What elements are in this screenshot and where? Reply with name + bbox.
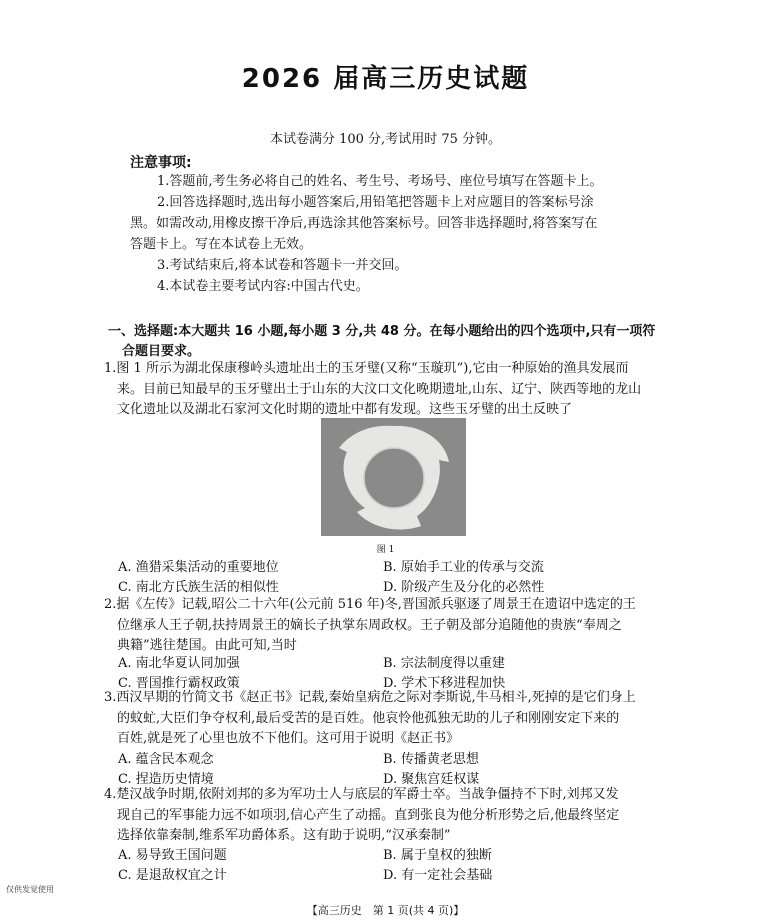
question-2-line-3: 典籍”逃往楚国。由此可知,当时: [117, 638, 297, 653]
question-3: [104, 688, 636, 750]
exam-subtitle: 本试卷满分 100 分,考试用时 75 分钟。: [269, 132, 502, 147]
q2-option-a: A. 南北华夏认同加强: [118, 656, 240, 671]
notice-line-5: 3.考试结束后,将本试卷和答题卡一并交回。: [157, 258, 408, 273]
q4-option-d: D. 有一定社会基础: [383, 868, 493, 883]
q2-option-c: C. 晋国推行霸权政策: [118, 676, 240, 691]
notice-line-4: 答题卡上。写在本试卷上无效。: [130, 237, 313, 252]
q3-option-d: D. 聚焦宫廷权谋: [383, 772, 480, 787]
q4-option-c: C. 是退敌权宜之计: [118, 868, 227, 883]
q1-option-a: A. 渔猎采集活动的重要地位: [118, 560, 279, 575]
question-2-line-2: 位继承人王子朝,扶持周景王的嫡长子执掌东周政权。王子朝及部分追随他的贵族“奉周之: [117, 617, 622, 633]
side-note: 仅供发觉使用: [6, 885, 54, 894]
jade-disc-icon: [321, 418, 466, 536]
question-1-line-3: 文化遗址以及湖北石家河文化时期的遗址中都有发现。这些玉牙璧的出土反映了: [117, 402, 573, 417]
q2-option-b: B. 宗法制度得以重建: [383, 656, 505, 671]
notice-line-2: 2.回答选择题时,选出每小题答案后,用铅笔把答题卡上对应题目的答案标号涂: [157, 195, 594, 210]
q1-option-b: B. 原始手工业的传承与交流: [383, 560, 544, 575]
question-3-line-1: 3.西汉早期的竹简文书《赵正书》记载,秦始皇病危之际对李斯说,牛马相斗,死掉的是它们身上: [104, 690, 636, 705]
q2-option-d: D. 学术下移进程加快: [383, 676, 506, 691]
question-1-line-2: 来。目前已知最早的玉牙璧出土于山东的大汶口文化晚期遗址,山东、辽宁、陕西等地的龙山: [117, 381, 642, 397]
question-2: [104, 595, 636, 657]
notice-heading: 注意事项:: [130, 155, 192, 171]
question-1-line-1: 1.图 1 所示为湖北保康穆岭头遗址出土的玉牙璧(又称“玉璇玑”),它由一种原始的渔具发展而: [104, 361, 629, 376]
question-4: [104, 785, 619, 847]
q3-option-b: B. 传播黄老思想: [383, 752, 479, 767]
section-line-1: 一、选择题:本大题共 16 小题,每小题 3 分,共 48 分。在每小题给出的四个选项中,只有一项符: [108, 324, 656, 339]
page-footer: 【高三历史 第 1 页(共 4 页)】: [306, 904, 465, 917]
exam-title: 2026 届高三历史试题: [241, 64, 530, 94]
notice-line-3: 黑。如需改动,用橡皮擦干净后,再选涂其他答案标号。回答非选择题时,将答案写在: [130, 216, 598, 231]
figure-caption: 图 1: [376, 545, 395, 555]
q3-option-a: A. 蕴含民本观念: [118, 752, 214, 767]
q3-option-c: C. 捏造历史情境: [118, 772, 214, 787]
question-3-line-2: 的蚊虻,大臣们争夺权利,最后受苦的是百姓。他哀怜他孤独无助的儿子和刚刚安定下来的: [117, 710, 620, 726]
figure-1-jade-image: [321, 418, 466, 536]
q4-option-b: B. 属于皇权的独断: [383, 848, 492, 863]
section-heading: [108, 322, 668, 362]
notice-line-1: 1.答题前,考生务必将自己的姓名、考生号、考场号、座位号填写在答题卡上。: [157, 174, 603, 189]
notice-line-6: 4.本试卷主要考试内容:中国古代史。: [157, 279, 369, 294]
question-4-line-2: 现自己的军事能力远不如项羽,信心产生了动摇。直到张良为他分析形势之后,他最终坚定: [117, 807, 620, 823]
section-line-2: 合题目要求。: [122, 344, 201, 359]
question-2-line-1: 2.据《左传》记载,昭公二十六年(公元前 516 年)冬,晋国派兵驱逐了周景王在遗诏中选定的王: [104, 597, 636, 612]
q1-option-d: D. 阶级产生及分化的必然性: [383, 580, 545, 595]
question-4-line-1: 4.楚汉战争时期,依附刘邦的多为军功士人与底层的军爵士卒。当战争僵持不下时,刘邦又发: [104, 787, 619, 802]
q1-option-c: C. 南北方氏族生活的相似性: [118, 580, 279, 595]
question-4-line-3: 选择依靠秦制,维系军功爵体系。这有助于说明,“汉承秦制”: [117, 828, 451, 843]
question-1: [104, 359, 641, 421]
q4-option-a: A. 易导致王国问题: [118, 848, 227, 863]
question-3-line-3: 百姓,就是死了心里也放不下他们。这可用于说明《赵正书》: [117, 731, 460, 746]
